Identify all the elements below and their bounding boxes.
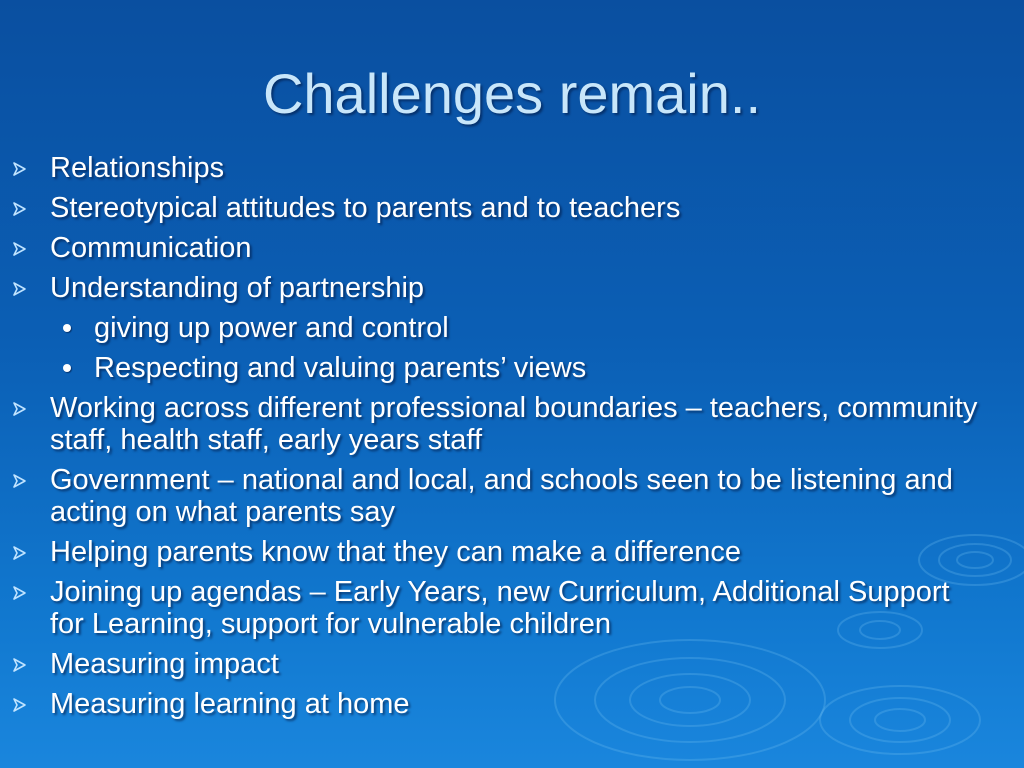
bullet-item bbox=[0, 152, 1024, 184]
bullet-list bbox=[0, 152, 1024, 728]
arrowhead-bullet-icon bbox=[12, 241, 28, 257]
slide-title: Challenges remain.. bbox=[262, 62, 762, 125]
bullet-item bbox=[0, 272, 1024, 304]
arrowhead-bullet-icon bbox=[12, 545, 28, 561]
arrowhead-bullet-icon bbox=[12, 657, 28, 673]
sub-bullet-item bbox=[0, 312, 1024, 344]
bullet-text: Government – national and local, and schools seen to be listening and acting on what parents say bbox=[50, 464, 953, 528]
arrowhead-bullet-icon bbox=[12, 281, 28, 297]
bullet-text: Understanding of partnership bbox=[50, 272, 425, 304]
bullet-item bbox=[0, 536, 1024, 568]
bullet-item bbox=[0, 464, 1024, 528]
bullet-text: Working across different professional boundaries – teachers, community staff, health staff, early years staff bbox=[50, 392, 978, 456]
arrowhead-bullet-icon bbox=[12, 161, 28, 177]
bullet-text: Measuring learning at home bbox=[50, 688, 410, 720]
arrowhead-bullet-icon bbox=[12, 585, 28, 601]
round-dot-bullet-icon bbox=[63, 364, 71, 372]
bullet-text: Respecting and valuing parents’ views bbox=[94, 352, 587, 384]
bullet-text: Joining up agendas – Early Years, new Curriculum, Additional Support for Learning, support for vulnerable children bbox=[50, 576, 950, 640]
arrowhead-bullet-icon bbox=[12, 473, 28, 489]
bullet-text: Relationships bbox=[50, 152, 225, 184]
bullet-text: giving up power and control bbox=[94, 312, 449, 344]
bullet-text: Measuring impact bbox=[50, 648, 279, 680]
sub-bullet-item bbox=[0, 352, 1024, 384]
bullet-item bbox=[0, 576, 1024, 640]
arrowhead-bullet-icon bbox=[12, 201, 28, 217]
bullet-item bbox=[0, 688, 1024, 720]
bullet-item bbox=[0, 392, 1024, 456]
round-dot-bullet-icon bbox=[63, 324, 71, 332]
bullet-item bbox=[0, 232, 1024, 264]
bullet-item bbox=[0, 192, 1024, 224]
arrowhead-bullet-icon bbox=[12, 697, 28, 713]
arrowhead-bullet-icon bbox=[12, 401, 28, 417]
bullet-text: Helping parents know that they can make a difference bbox=[50, 536, 742, 568]
bullet-item bbox=[0, 648, 1024, 680]
bullet-text: Stereotypical attitudes to parents and to teachers bbox=[50, 192, 681, 224]
bullet-text: Communication bbox=[50, 232, 252, 264]
